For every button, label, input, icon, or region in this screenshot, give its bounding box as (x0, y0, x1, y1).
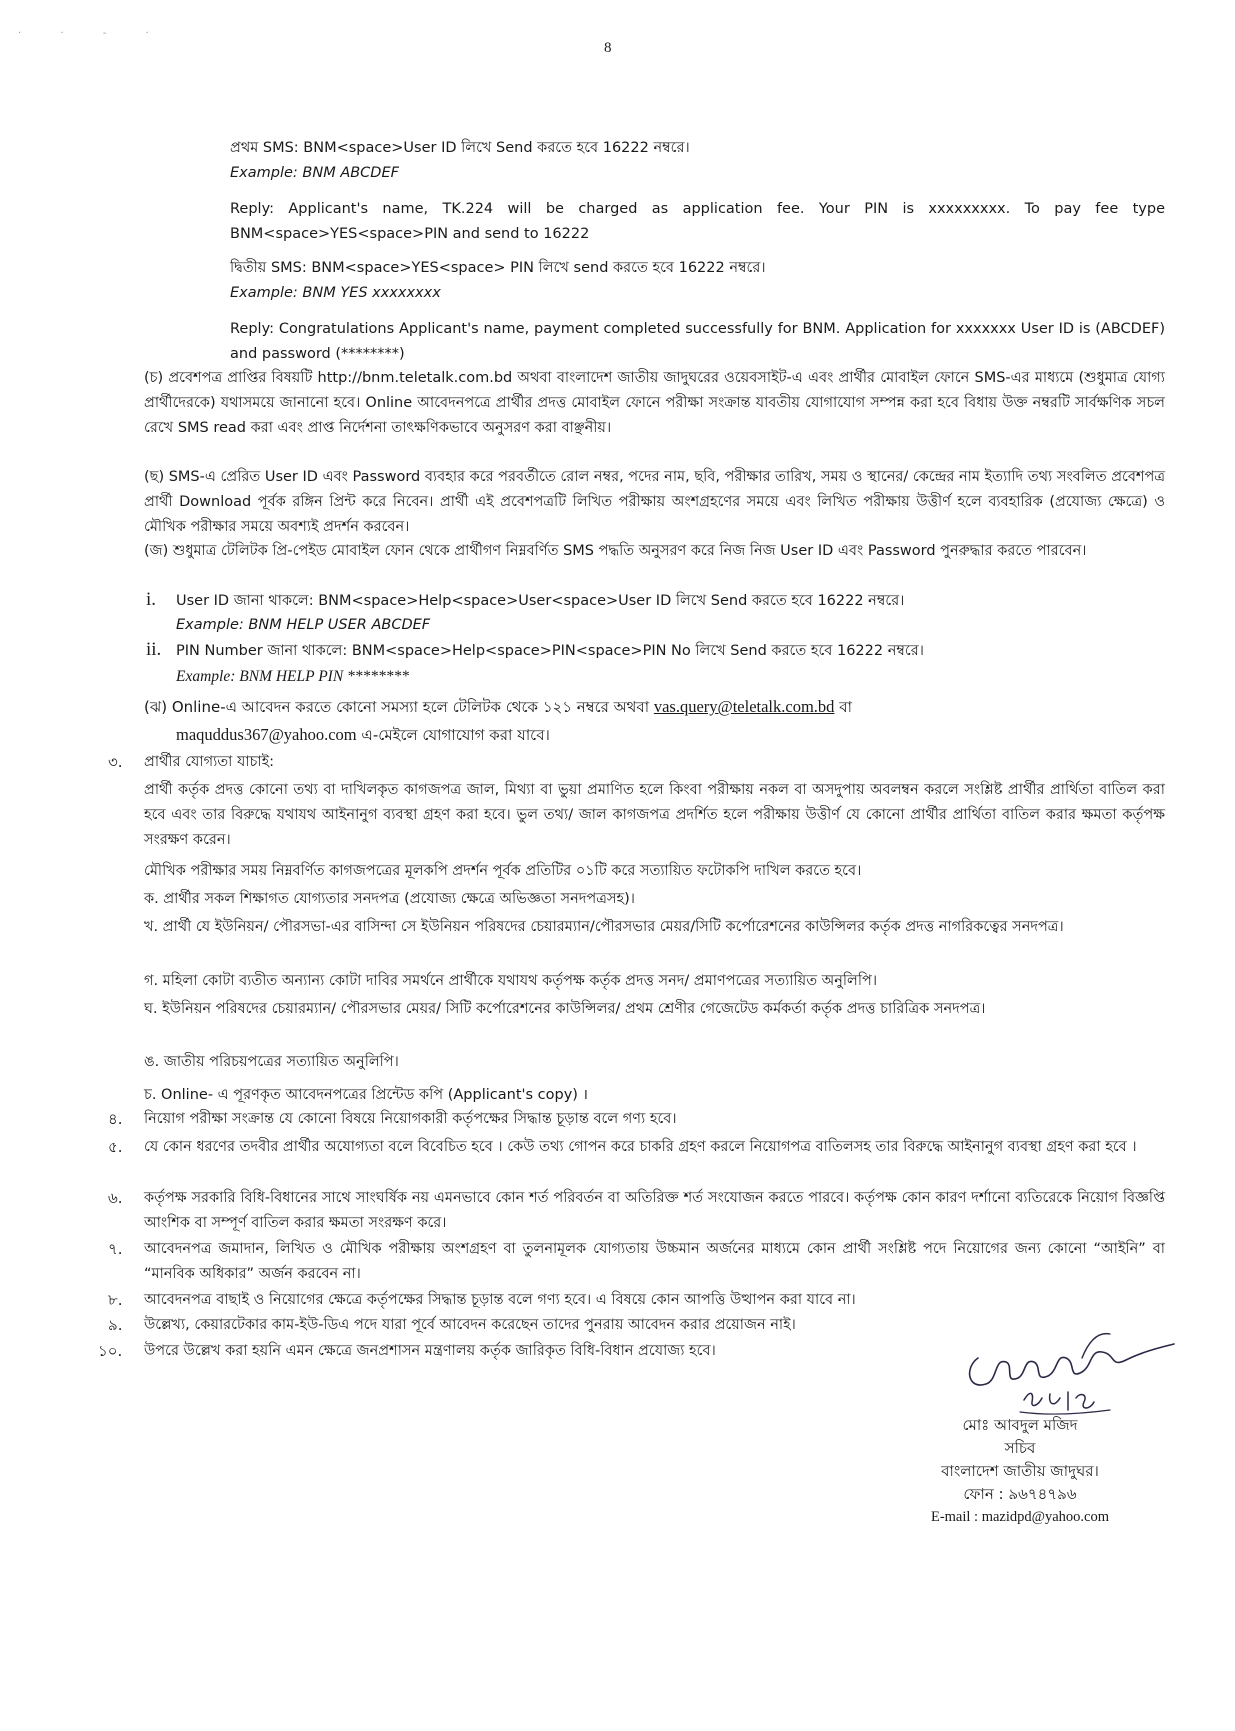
recovery-marker-2: ii. (146, 639, 162, 660)
signatory-phone: ফোন : ৯৬৭৪৭৯৬ (963, 1485, 1077, 1503)
document-item-gha: ঘ. ইউনিয়ন পরিষদের চেয়ারম্যান/ পৌরসভার মেয়র/ সিটি কর্পোরেশনের কাউন্সিলর/ প্রথম শ্রেণীর গেজেটেড কর্মকর্তা কর্তৃক প্রদত্ত চারিত্রিক সনদপত্র। (144, 1001, 986, 1017)
document-item-kha: খ. প্রার্থী যে ইউনিয়ন/ পৌরসভা-এর বাসিন্দা সে ইউনিয়ন পরিষদের চেয়ারম্যান/পৌরসভার মেয়র/সিটি কর্পোরেশনের কাউন্সিলর কর্তৃক প্রদত্ত নাগরিকত্বের সনদপত্র। (144, 919, 1064, 935)
sms-reply-2: Reply: Congratulations Applicant's name, payment completed successfully for BNM. Application for xxxxxxx User ID is (ABCDEF) and password (********) (230, 321, 1165, 362)
signatory-office: বাংলাদেশ জাতীয় জাদুঘর। (941, 1462, 1099, 1480)
item-text-4: নিয়োগ পরীক্ষা সংক্রান্ত যে কোনো বিষয়ে নিয়োগকারী কর্তৃপক্ষের সিদ্ধান্ত চূড়ান্ত বলে গণ্য হবে। (144, 1111, 677, 1127)
jha-prefix: (ঝ) Online-এ আবেদন করতে কোনো সমস্যা হলে টেলিটক থেকে ১২১ নম্বরে অথবা (144, 698, 650, 716)
section3-heading: প্রার্থীর যোগ্যতা যাচাই: (144, 754, 275, 770)
recovery-example-2: Example: BNM HELP PIN ******** (176, 668, 410, 685)
sms-reply-1: Reply: Applicant's name, TK.224 will be charged as application fee. Your PIN is xxxxxxxxx. To pay fee type BNM<space>YES<space>PIN and send to 16222 (230, 201, 1165, 242)
recovery-text-2: PIN Number জানা থাকলে: BNM<space>Help<space>PIN<space>PIN No লিখে Send করতে হবে 16222 নম্বরে। (176, 643, 924, 659)
jha-mid: বা (839, 698, 852, 716)
item-number-8: ৮. (108, 1291, 123, 1309)
item-text-6: কর্তৃপক্ষ সরকারি বিধি-বিধানের সাথে সাংঘর্ষিক নয় এমনভাবে কোন শর্ত পরিবর্তন বা অতিরিক্ত শর্ত সংযোজন করতে পারবে। কর্তৃপক্ষ কোন কারণ দর্শানো ব্যতিরেকে নিয়োগ বিজ্ঞপ্তি আংশিক বা সম্পূর্ণ বাতিল করার ক্ষমতা সংরক্ষণ করে। (144, 1190, 1165, 1231)
page-number: 8 (604, 40, 612, 56)
document-item-cha: চ. Online- এ পূরণকৃত আবেদনপত্রের প্রিন্টেড কপি (Applicant's copy) । (144, 1087, 589, 1103)
item-number-5: ৫. (108, 1138, 123, 1156)
paragraph-jha (144, 693, 1165, 749)
item-text-5: যে কোন ধরণের তদবীর প্রার্থীর অযোগ্যতা বলে বিবেচিত হবে । কেউ তথ্য গোপন করে চাকরি গ্রহণ করলে নিয়োগপত্র বাতিলসহ তার বিরুদ্ধে আইনানুগ ব্যবস্থা গ্রহণ করা হবে । (144, 1139, 1137, 1155)
teletalk-email-link[interactable]: vas.query@teletalk.com.bd (653, 697, 835, 716)
item-number-4: ৪. (108, 1110, 123, 1128)
signatory-name: মোঃ আবদুল মজিদ (962, 1416, 1078, 1434)
signature-block (870, 1414, 1170, 1529)
item-text-9: উল্লেখ্য, কেয়ারটেকার কাম-ইউ-ডিএ পদে যারা পূর্বে আবেদন করেছেন তাদের পুনরায় আবেদন করার প্রয়োজন নাই। (144, 1317, 796, 1333)
signatory-email: E-mail : mazidpd@yahoo.com (930, 1509, 1110, 1525)
maquddus-email[interactable]: maquddus367@yahoo.com (176, 725, 357, 744)
recovery-example-1: Example: BNM HELP USER ABCDEF (176, 617, 431, 633)
paragraph-ja: (জ) শুধুমাত্র টেলিটক প্রি-পেইড মোবাইল ফোন থেকে প্রার্থীগণ নিম্নবর্ণিত SMS পদ্ধতি অনুসরণ করে নিজ নিজ User ID এবং Password পুনরুদ্ধার করতে পারবেন। (144, 543, 1087, 559)
document-item-ga: গ. মহিলা কোটা ব্যতীত অন্যান্য কোটা দাবির সমর্থনে প্রার্থীকে যথাযথ কর্তৃপক্ষ কর্তৃক প্রদত্ত সনদ/ প্রমাণপত্রের সত্যায়িত অনুলিপি। (144, 973, 878, 989)
sms-first-line: প্রথম SMS: BNM<space>User ID লিখে Send করতে হবে 16222 নম্বরে। (230, 140, 690, 156)
section3-number: ৩. (108, 753, 123, 771)
handwritten-signature (960, 1328, 1180, 1420)
item-text-10: উপরে উল্লেখ করা হয়নি এমন ক্ষেত্রে জনপ্রশাসন মন্ত্রণালয় কর্তৃক জারিকৃত বিধি-বিধান প্রযোজ্য হবে। (144, 1343, 716, 1359)
signatory-title: সচিব (1004, 1439, 1036, 1457)
recovery-text-1: User ID জানা থাকলে: BNM<space>Help<space>User<space>User ID লিখে Send করতে হবে 16222 নম্বরে। (176, 593, 905, 609)
paragraph-chha: (ছ) SMS-এ প্রেরিত User ID এবং Password ব্যবহার করে পরবর্তীতে রোল নম্বর, পদের নাম, ছবি, পরীক্ষার তারিখ, সময় ও স্থানের/ কেন্দ্রের নাম ইত্যাদি তথ্য সংবলিত প্রবেশপত্র প্রার্থী Download পূর্বক রঙ্গিন প্রিন্ট করে নিবেন। প্রার্থী এই প্রবেশপত্রটি লিখিত পরীক্ষায় অংশগ্রহণের সময়ে এবং লিখিত পরীক্ষায় উত্তীর্ণ হলে ব্যবহারিক (প্রযোজ্য ক্ষেত্রে) ও মৌখিক পরীক্ষার সময়ে অবশ্যই প্রদর্শন করবেন। (144, 469, 1165, 535)
scan-specks: · · ‐ · (18, 28, 167, 39)
document-item-ka: ক. প্রার্থীর সকল শিক্ষাগত যোগ্যতার সনদপত্র (প্রযোজ্য ক্ষেত্রে অভিজ্ঞতা সনদপত্রসহ)। (144, 891, 635, 907)
sms-second-line: দ্বিতীয় SMS: BNM<space>YES<space> PIN লিখে send করতে হবে 16222 নম্বরে। (230, 260, 766, 276)
sms-second-example: Example: BNM YES xxxxxxxx (230, 285, 441, 301)
item-text-7: আবেদনপত্র জমাদান, লিখিত ও মৌখিক পরীক্ষায় অংশগ্রহণ বা তুলনামূলক যোগ্যতায় উচ্চমান অর্জনের মাধ্যমে কোন প্রার্থী সংশ্লিষ্ট পদে নিয়োগের জন্য কোনো “আইনি” বা “মানবিক অধিকার” অর্জন করবেন না। (144, 1241, 1165, 1282)
item-number-7: ৭. (108, 1240, 123, 1258)
section3-paragraph-2: মৌখিক পরীক্ষার সময় নিম্নবর্ণিত কাগজপত্রের মূলকপি প্রদর্শন পূর্বক প্রতিটির ০১টি করে সত্যায়িত ফটোকপি দাখিল করতে হবে। (144, 863, 862, 879)
recovery-marker-1: i. (146, 589, 157, 610)
item-text-8: আবেদনপত্র বাছাই ও নিয়োগের ক্ষেত্রে কর্তৃপক্ষের সিদ্ধান্ত চূড়ান্ত বলে গণ্য হবে। এ বিষয়ে কোন আপত্তি উত্থাপন করা যাবে না। (144, 1292, 856, 1308)
sms-first-example: Example: BNM ABCDEF (230, 165, 399, 181)
item-number-6: ৬. (108, 1189, 123, 1207)
jha-suffix: এ-মেইলে যোগাযোগ করা যাবে। (361, 726, 550, 744)
section3-paragraph-1: প্রার্থী কর্তৃক প্রদত্ত কোনো তথ্য বা দাখিলকৃত কাগজপত্র জাল, মিথ্যা বা ভুয়া প্রমাণিত হলে কিংবা পরীক্ষায় নকল বা অসদুপায় অবলম্বন করলে সংশ্লিষ্ট প্রার্থীর প্রার্থিতা বাতিল করা হবে এবং তার বিরুদ্ধে যথাযথ আইনানুগ ব্যবস্থা গ্রহণ করা হবে। ভুল তথ্য/ জাল কাগজপত্র প্রদর্শিত হলে পরীক্ষায় উত্তীর্ণ যে কোনো প্রার্থীর প্রার্থিতা বাতিল করার ক্ষমতা কর্তৃপক্ষ সংরক্ষণ করেন। (144, 782, 1165, 848)
document-item-uma: ঙ. জাতীয় পরিচয়পত্রের সত্যায়িত অনুলিপি। (144, 1054, 399, 1070)
item-number-9: ৯. (108, 1316, 123, 1334)
paragraph-cha: (চ) প্রবেশপত্র প্রাপ্তির বিষয়টি http://bnm.teletalk.com.bd অথবা বাংলাদেশ জাতীয় জাদুঘরের ওয়েবসাইট-এ এবং প্রার্থীর মোবাইল ফোনে SMS-এর মাধ্যমে (শুধুমাত্র যোগ্য প্রার্থীদেরকে) যথাসময়ে জানানো হবে। Online আবেদনপত্রে প্রার্থীর প্রদত্ত মোবাইল ফোনে পরীক্ষা সংক্রান্ত যাবতীয় যোগাযোগ সম্পন্ন করা হবে বিধায় উক্ত নম্বরটি সার্বক্ষণিক সচল রেখে SMS read করা এবং প্রাপ্ত নির্দেশনা তাৎক্ষণিকভাবে অনুসরণ করা বাঞ্ছনীয়। (144, 370, 1165, 436)
item-number-10: ১০. (98, 1342, 123, 1360)
